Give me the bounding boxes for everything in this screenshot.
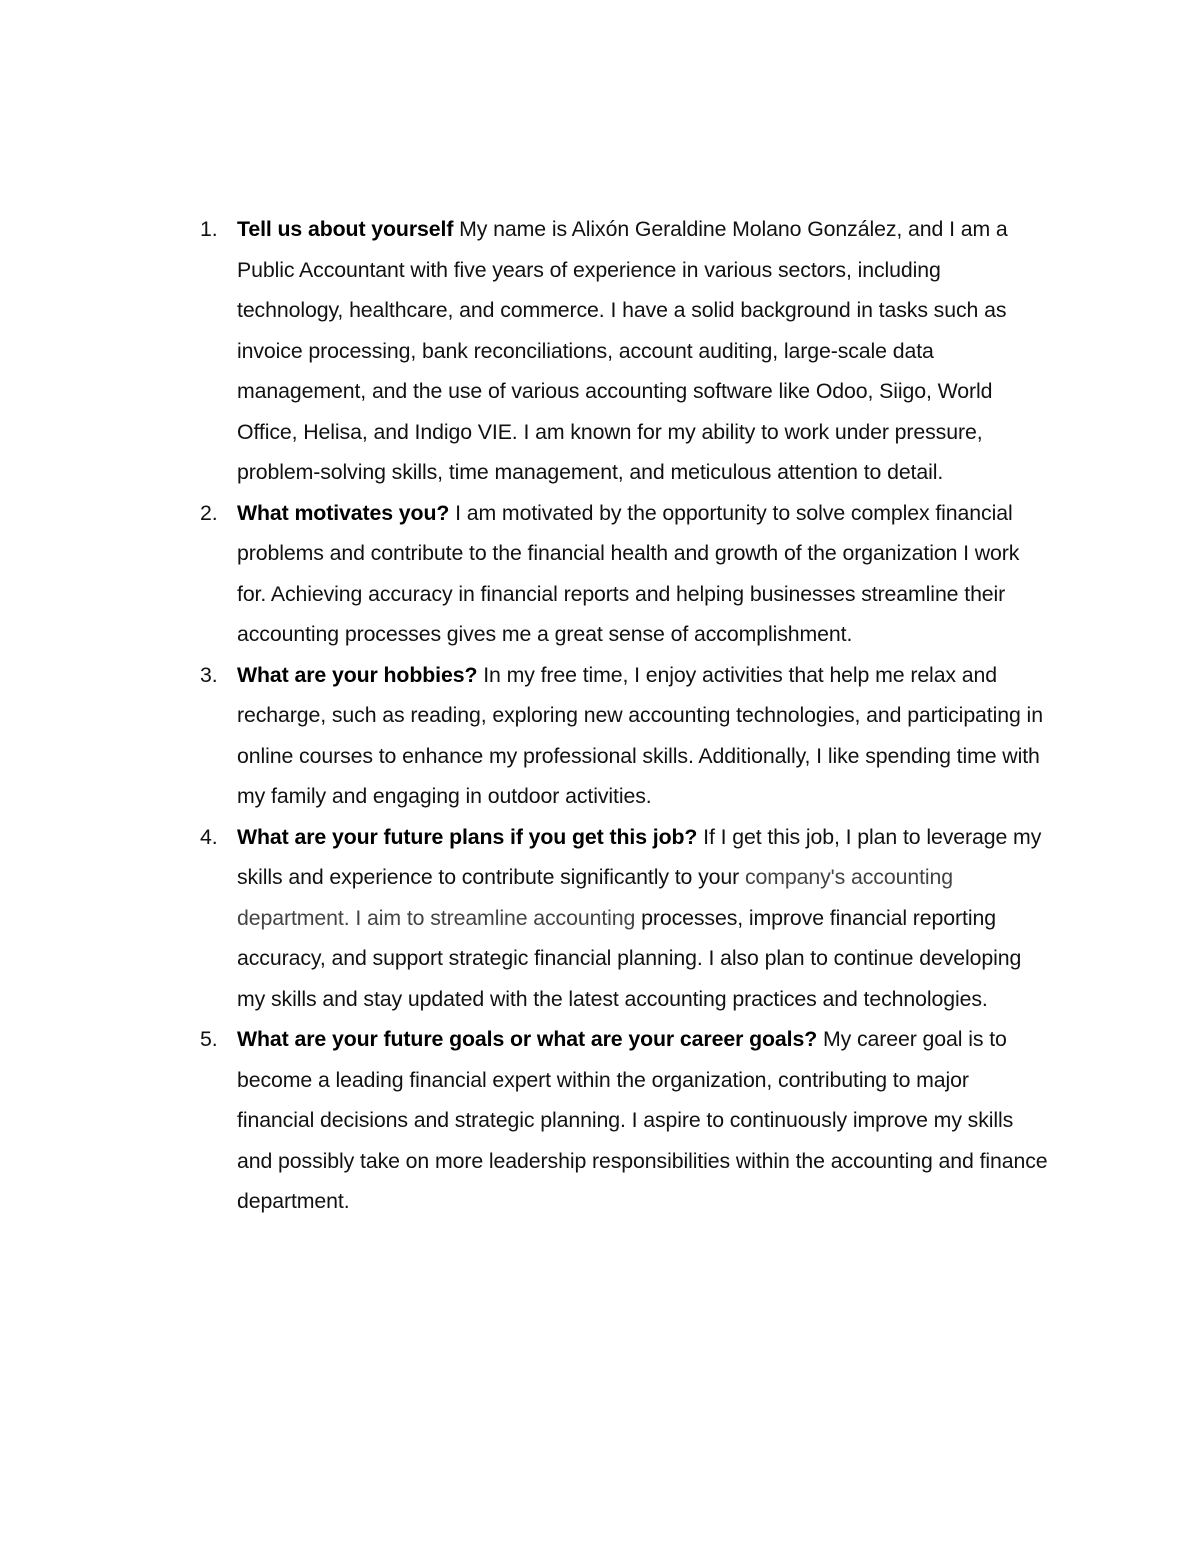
question-text: What are your future goals or what are your career goals? [237, 1027, 818, 1051]
item-number: 2. [200, 500, 218, 525]
answer-text: My name is Alixón Geraldine Molano González, and I am a Public Accountant with five years of experience in various sectors, including technology, healthcare, and commerce. I have a solid background in tasks such as invoice processing, bank reconciliations, account auditing, large-scale data management, and the use of various accounting software like Odoo, Siigo, World Office, Helisa, and Indigo VIE. I am known for my ability to work under pressure, problem-solving skills, time management, and meticulous attention to detail. [237, 217, 1008, 484]
answer-text: processes, improve financial reporting accuracy, and support strategic financial planning. I also plan to continue developing my skills and stay updated with the latest accounting practices and technologies. [237, 905, 1022, 1011]
answer-text: If I get this job, I plan to leverage my skills and experience to contribute significantly to your [237, 824, 1042, 889]
list-item [200, 655, 1049, 817]
answer-text-faded: company's accounting department. I aim to streamline accounting [237, 865, 954, 930]
list-item [200, 1019, 1049, 1222]
item-number: 4. [200, 824, 218, 849]
answer-text: My career goal is to become a leading financial expert within the organization, contributing to major financial decisions and strategic planning. I aspire to continuously improve my skills and possibly take on more leadership responsibilities within the accounting and finance department. [237, 1027, 1048, 1213]
question-text: Tell us about yourself [237, 217, 454, 241]
question-list [200, 209, 1049, 1222]
item-number: 3. [200, 662, 218, 687]
item-number: 5. [200, 1027, 218, 1051]
question-text: What are your hobbies? [237, 662, 478, 687]
item-number: 1. [200, 217, 218, 241]
answer-text: In my free time, I enjoy activities that help me relax and recharge, such as reading, exploring new accounting technologies, and participating in online courses to enhance my professional skills. Additionally, I like spending time with my family and engaging in outdoor activities. [237, 662, 1043, 808]
list-item [200, 817, 1049, 1020]
list-item [200, 209, 1049, 493]
list-item [200, 493, 1049, 655]
question-text: What are your future plans if you get this job? [237, 824, 698, 849]
answer-text: I am motivated by the opportunity to solve complex financial problems and contribute to the financial health and growth of the organization I work for. Achieving accuracy in financial reports and helping businesses streamline their accounting processes gives me a great sense of accomplishment. [237, 500, 1020, 646]
question-text: What motivates you? [237, 500, 450, 525]
